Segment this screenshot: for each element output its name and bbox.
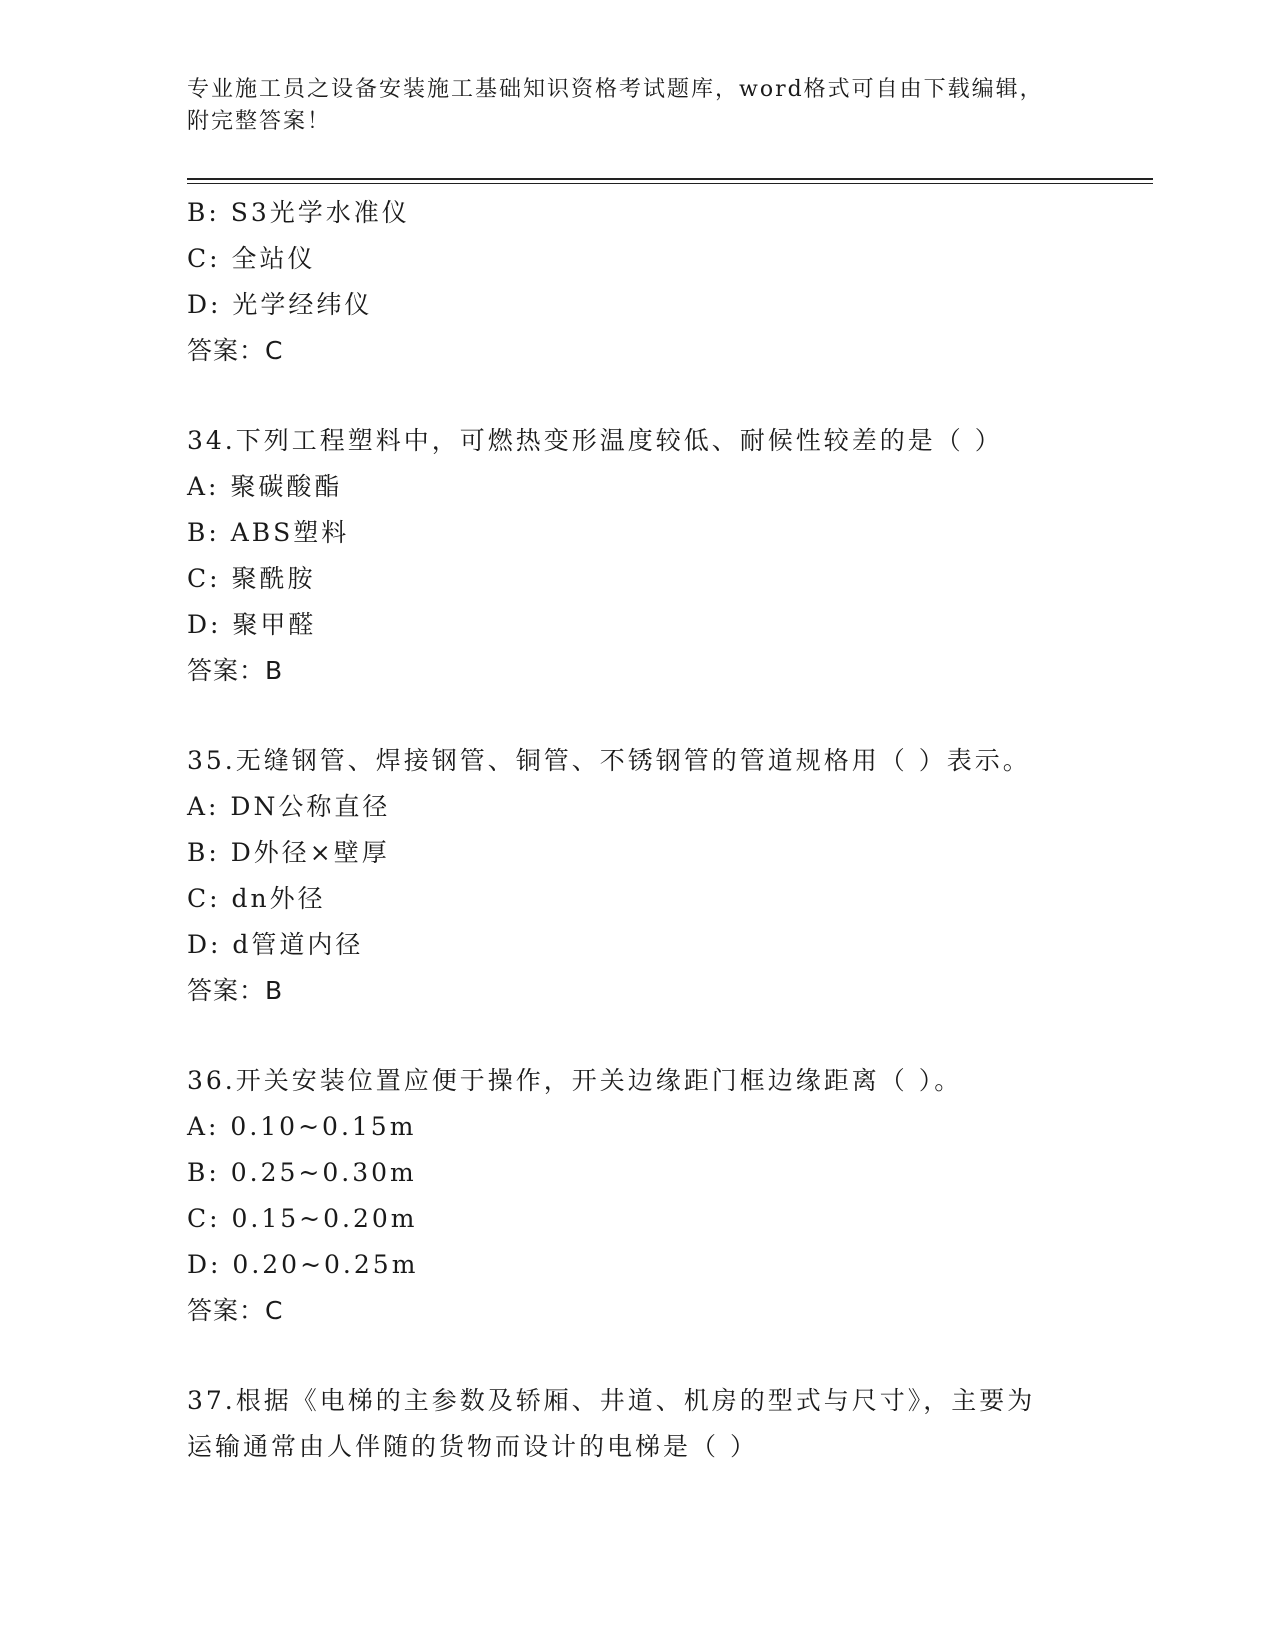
question-stem: 36.开关安装位置应便于操作，开关边缘距门框边缘距离（ ）。 [187,1066,963,1095]
option-c: C: 全站仪 [187,244,316,273]
header-divider-thin [187,183,1153,184]
option-b: B: S3光学水准仪 [187,198,410,227]
answer-line: 答案：B [187,656,284,685]
option-b: B: ABS塑料 [187,518,350,547]
option-d: D: d管道内径 [187,930,364,959]
header-line-1: 专业施工员之设备安装施工基础知识资格考试题库，word格式可自由下载编辑， [187,77,1044,102]
option-d: D: 光学经纬仪 [187,290,373,319]
header-divider-thick [187,178,1153,180]
header-line-2: 附完整答案！ [187,109,332,134]
document-header [187,74,1067,138]
option-c: C: dn外径 [187,884,326,913]
question-33 [187,190,1087,374]
answer-line: 答案：C [187,1296,284,1325]
question-stem-line-2: 运输通常由人伴随的货物而设计的电梯是（ ） [187,1432,758,1461]
option-a: A: 聚碳酸酯 [187,472,343,501]
option-b: B: D外径×壁厚 [187,838,390,867]
option-b: B: 0.25~0.30m [187,1158,417,1187]
answer-line: 答案：B [187,976,284,1005]
option-c: C: 0.15~0.20m [187,1204,418,1233]
question-36 [187,1058,1087,1334]
option-d: D: 0.20~0.25m [187,1250,419,1279]
question-stem-line-1: 37.根据《电梯的主参数及轿厢、井道、机房的型式与尺寸》，主要为 [187,1386,1036,1415]
question-stem: 34.下列工程塑料中，可燃热变形温度较低、耐候性较差的是（ ） [187,426,1003,455]
option-c: C: 聚酰胺 [187,564,316,593]
option-a: A: DN公称直径 [187,792,391,821]
question-list [187,190,1087,1470]
answer-line: 答案：C [187,336,284,365]
question-37 [187,1378,1087,1470]
question-35 [187,738,1087,1014]
option-a: A: 0.10~0.15m [187,1112,417,1141]
question-stem: 35.无缝钢管、焊接钢管、铜管、不锈钢管的管道规格用（ ）表示。 [187,746,1031,775]
question-34 [187,418,1087,694]
option-d: D: 聚甲醛 [187,610,317,639]
